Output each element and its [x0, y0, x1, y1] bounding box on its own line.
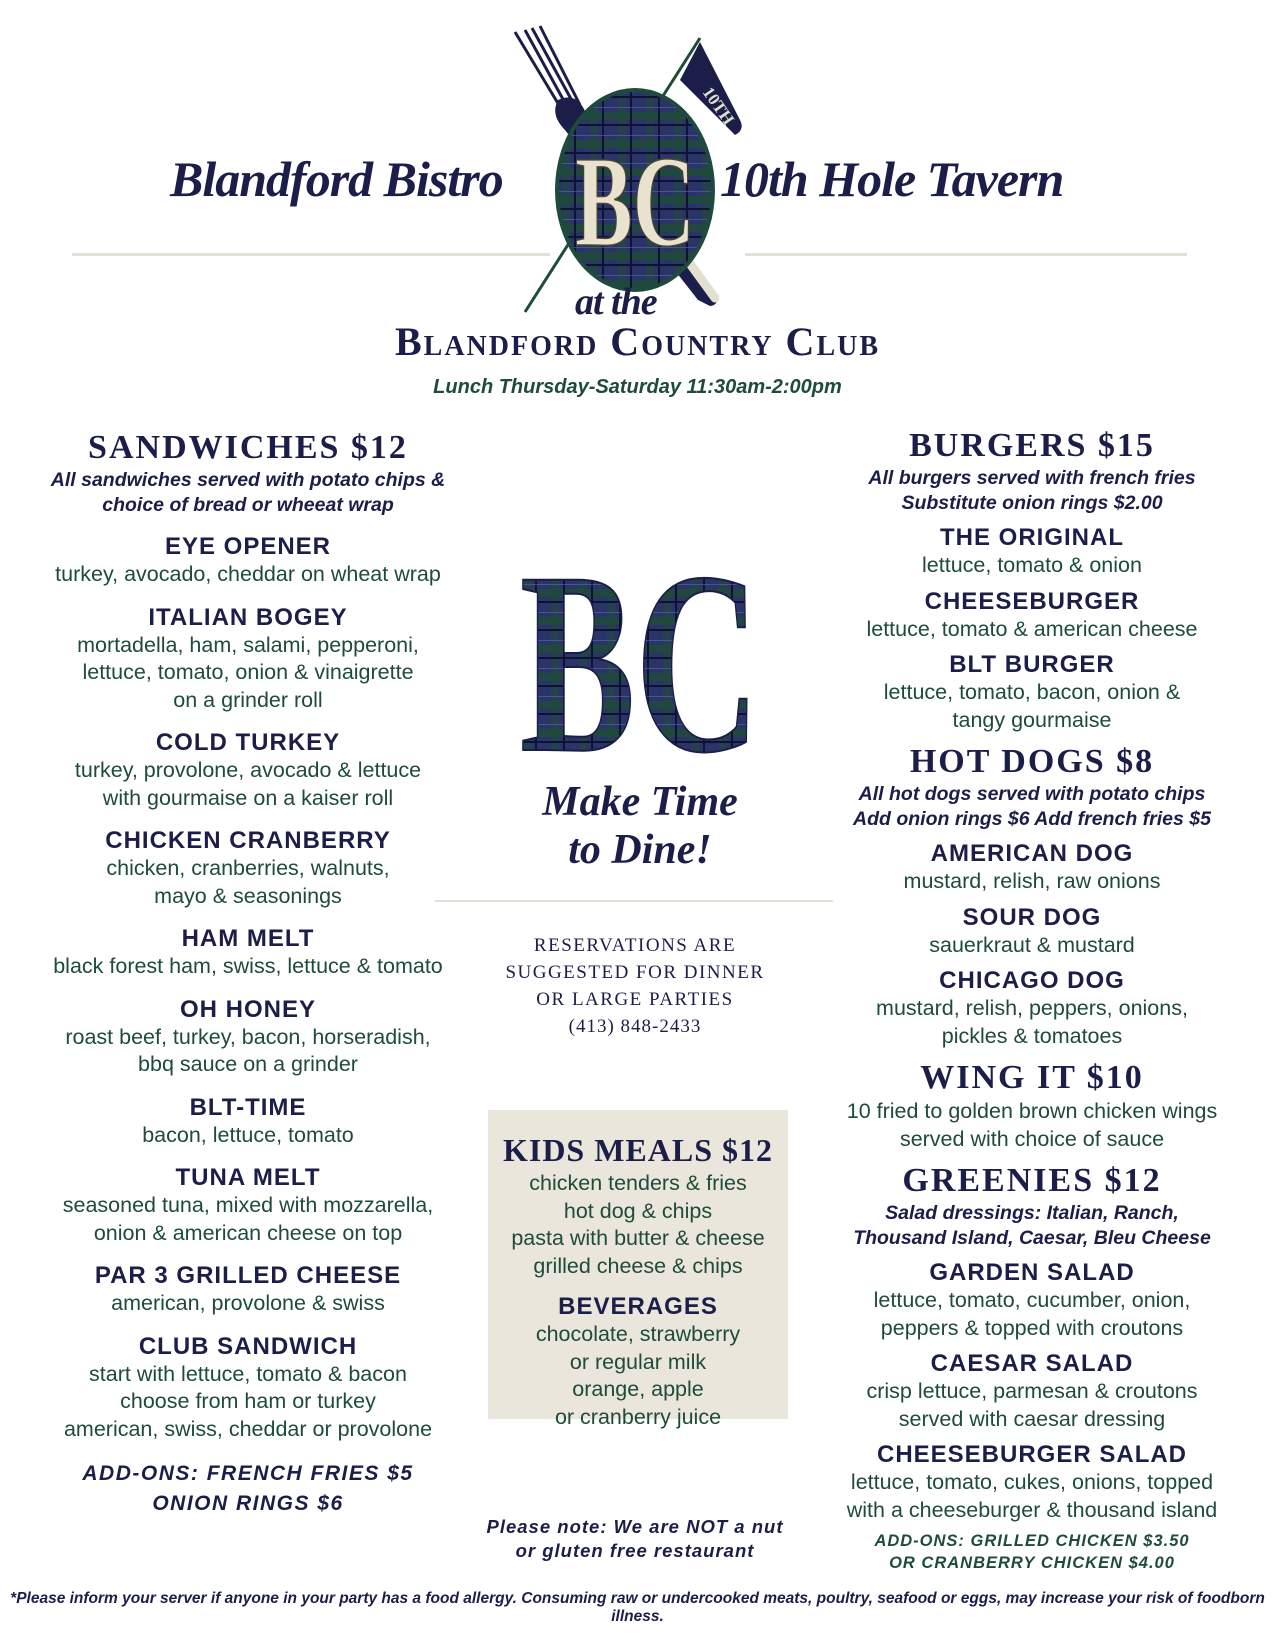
item-description: seasoned tuna, mixed with mozzarella,	[62, 1193, 434, 1217]
item-name: GARDEN SALAD	[929, 1259, 1135, 1286]
item-description: bacon, lettuce, tomato	[142, 1122, 354, 1147]
menu-section	[820, 742, 1244, 1050]
section-subtitle: Salad dressings: Italian, Ranch,	[885, 1202, 1179, 1224]
monogram-letters: BC	[520, 525, 760, 775]
item-description: mustard, relish, peppers, onions,	[876, 996, 1188, 1020]
beverage-item: orange, apple	[572, 1377, 704, 1401]
item-description: 10 fried to golden brown chicken wings	[846, 1099, 1218, 1123]
svg-text:10TH: 10TH	[698, 83, 739, 129]
footer-disclaimer: *Please inform your server if anyone in your party has a food allergy. Consuming raw or undercooked meats, poultry, seafood or eggs, may increase your risk of foodborn illness.	[10, 1590, 1265, 1625]
item-description: lettuce, tomato, onion & vinaigrette	[82, 660, 414, 684]
menu-section	[820, 1161, 1244, 1574]
section-title: WING IT $10	[920, 1059, 1144, 1096]
item-description: start with lettuce, tomato & bacon	[89, 1361, 407, 1386]
beverage-item: chocolate, strawberry	[535, 1322, 741, 1346]
allergy-note	[470, 1515, 800, 1563]
item-description: served with choice of sauce	[899, 1126, 1165, 1151]
item-description: lettuce, tomato, cucumber, onion,	[873, 1288, 1191, 1312]
item-description: chicken, cranberries, walnuts,	[106, 856, 390, 880]
menu-item	[20, 1093, 476, 1150]
item-description: lettuce, tomato & onion	[922, 553, 1142, 577]
item-name: CHEESEBURGER	[924, 587, 1140, 615]
menu-item	[820, 587, 1244, 644]
header-rule-right	[745, 253, 1187, 256]
menu-item	[820, 1349, 1244, 1433]
at-the-text: at the	[575, 281, 657, 323]
middle-rule	[435, 900, 833, 902]
item-name: CHEESEBURGER SALAD	[876, 1441, 1188, 1468]
item-name: COLD TURKEY	[155, 729, 341, 756]
item-description: mayo & seasonings	[154, 883, 342, 908]
menu-item	[20, 532, 476, 589]
section-subtitle: Substitute onion rings $2.00	[901, 492, 1163, 514]
tagline-line: to Dine!	[568, 827, 712, 873]
item-description: turkey, avocado, cheddar on wheat wrap	[55, 562, 441, 586]
item-name: CHICKEN CRANBERRY	[105, 827, 391, 854]
reservations-phone: (413) 848-2433	[568, 1016, 702, 1037]
menu-item	[820, 1440, 1244, 1524]
item-name: SOUR DOG	[962, 903, 1102, 931]
tagline	[490, 778, 790, 874]
reservations-info	[430, 932, 840, 1040]
section-subtitle: choice of bread or wheeat wrap	[102, 494, 394, 516]
addons-line: ONION RINGS $6	[152, 1492, 344, 1515]
menu-item	[20, 728, 476, 812]
section-subtitle: All hot dogs served with potato chips	[858, 783, 1206, 805]
tagline-line: Make Time	[542, 779, 738, 825]
item-name: HAM MELT	[181, 925, 315, 952]
addons-line: OR CRANBERRY CHICKEN $4.00	[889, 1554, 1175, 1572]
item-description: turkey, provolone, avocado & lettuce	[74, 758, 422, 782]
reservations-line: OR LARGE PARTIES	[536, 989, 734, 1010]
kids-item: hot dog & chips	[563, 1198, 713, 1223]
kids-item: pasta with butter & cheese	[511, 1226, 765, 1250]
note-line: or gluten free restaurant	[515, 1540, 755, 1561]
item-description: mortadella, ham, salami, pepperoni,	[77, 632, 419, 657]
item-description: served with caesar dressing	[898, 1406, 1166, 1431]
item-description: roast beef, turkey, bacon, horseradish,	[65, 1024, 431, 1049]
section-title: GREENIES $12	[902, 1162, 1162, 1199]
menu-item	[820, 523, 1244, 580]
item-name: CHICAGO DOG	[939, 967, 1125, 994]
section-subtitle: All sandwiches served with potato chips &	[50, 469, 446, 491]
item-name: OH HONEY	[179, 995, 316, 1023]
menu-item	[820, 1098, 1244, 1153]
item-description: lettuce, tomato, cukes, onions, topped	[850, 1470, 1214, 1494]
item-description: sauerkraut & mustard	[929, 932, 1135, 957]
item-description: tangy gourmaise	[952, 707, 1112, 732]
menu-item	[820, 1258, 1244, 1342]
item-name: PAR 3 GRILLED CHEESE	[94, 1262, 402, 1289]
item-name: AMERICAN DOG	[930, 840, 1134, 867]
reservations-line: RESERVATIONS ARE	[533, 935, 737, 956]
reservations-line: SUGGESTED FOR DINNER	[505, 962, 765, 983]
section-subtitle: All burgers served with french fries	[868, 467, 1196, 489]
item-description: bbq sauce on a grinder	[138, 1052, 358, 1076]
beverage-item: or regular milk	[569, 1349, 707, 1374]
beverages-title: BEVERAGES	[558, 1293, 718, 1320]
section-title: BURGERS $15	[909, 427, 1155, 464]
item-description: lettuce, tomato & american cheese	[866, 616, 1198, 641]
bc-monogram-logo	[515, 525, 765, 775]
kids-title: KIDS MEALS $12	[502, 1132, 774, 1168]
section-title: HOT DOGS $8	[909, 743, 1155, 780]
item-name: THE ORIGINAL	[940, 524, 1124, 551]
emblem-monogram: BC	[575, 130, 695, 274]
item-description: peppers & topped with croutons	[880, 1315, 1184, 1340]
item-name: TUNA MELT	[175, 1164, 321, 1191]
item-description: american, swiss, cheddar or provolone	[63, 1416, 433, 1441]
item-name: BLT-TIME	[189, 1093, 307, 1121]
menu-item	[20, 1332, 476, 1444]
club-name: Blandford Country Club	[394, 319, 881, 364]
menu-item	[20, 924, 476, 981]
note-line: Please note: We are NOT a nut	[486, 1516, 784, 1537]
section-subtitle: Thousand Island, Caesar, Bleu Cheese	[853, 1227, 1211, 1249]
item-description: pickles & tomatoes	[941, 1023, 1123, 1048]
item-description: on a grinder roll	[173, 687, 323, 712]
item-description: crisp lettuce, parmesan & croutons	[866, 1379, 1198, 1403]
right-menu-column	[820, 426, 1244, 1574]
menu-item	[820, 650, 1244, 734]
addons-line: ADD-ONS: GRILLED CHICKEN $3.50	[874, 1532, 1190, 1550]
item-description: onion & american cheese on top	[93, 1220, 403, 1245]
sandwiches-section	[20, 428, 476, 1519]
beverage-item: or cranberry juice	[554, 1404, 722, 1429]
item-description: mustard, relish, raw onions	[903, 869, 1161, 893]
menu-section	[820, 426, 1244, 734]
menu-item	[820, 903, 1244, 960]
kids-item: chicken tenders & fries	[529, 1171, 747, 1195]
kids-item: grilled cheese & chips	[533, 1253, 743, 1278]
kids-meals-box	[488, 1110, 788, 1429]
menu-item	[820, 966, 1244, 1050]
hours: Lunch Thursday-Saturday 11:30am-2:00pm	[433, 376, 842, 398]
item-name: BLT BURGER	[949, 651, 1115, 678]
menu-item	[20, 1261, 476, 1318]
addons-line: ADD-ONS: FRENCH FRIES $5	[82, 1462, 414, 1485]
menu-item	[820, 839, 1244, 896]
menu-item	[20, 995, 476, 1079]
bistro-title: Blandford Bistro	[170, 151, 503, 207]
header-rule-left	[72, 253, 550, 256]
menu-item	[20, 826, 476, 910]
item-description: lettuce, tomato, bacon, onion &	[883, 680, 1181, 704]
item-description: black forest ham, swiss, lettuce & tomato	[53, 954, 443, 978]
item-name: CAESAR SALAD	[930, 1350, 1134, 1377]
tavern-title: 10th Hole Tavern	[720, 151, 1064, 207]
item-name: ITALIAN BOGEY	[148, 603, 348, 631]
menu-item	[20, 1163, 476, 1247]
menu-item	[20, 603, 476, 715]
item-description: choose from ham or turkey	[120, 1389, 376, 1413]
section-title: SANDWICHES $12	[88, 429, 408, 466]
section-subtitle: Add onion rings $6 Add french fries $5	[853, 808, 1211, 830]
menu-section	[820, 1058, 1244, 1153]
item-description: with gourmaise on a kaiser roll	[102, 785, 394, 810]
item-name: CLUB SANDWICH	[138, 1332, 358, 1360]
item-description: with a cheeseburger & thousand island	[846, 1497, 1218, 1522]
item-name: EYE OPENER	[164, 533, 332, 560]
item-description: american, provolone & swiss	[111, 1291, 385, 1315]
